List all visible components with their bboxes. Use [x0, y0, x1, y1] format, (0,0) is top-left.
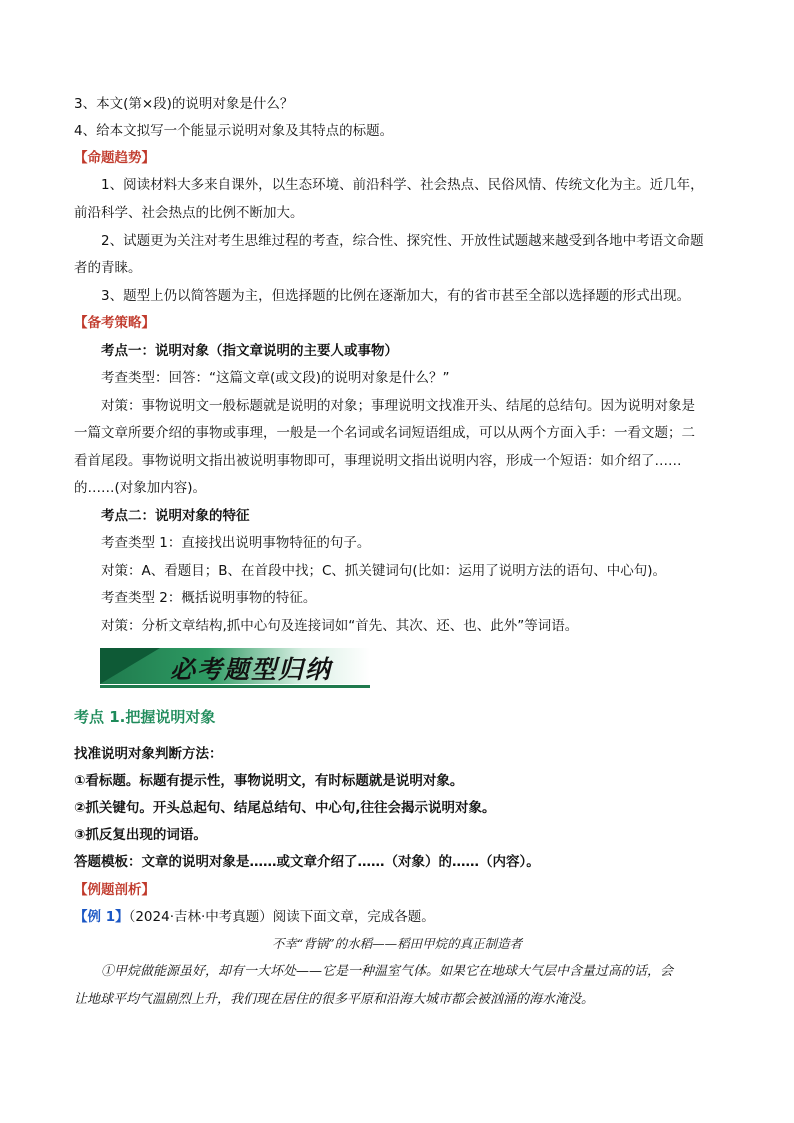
- section-banner: [100, 648, 370, 688]
- method-1: ①看标题。标题有提示性，事物说明文，有时标题就是说明对象。: [74, 773, 464, 789]
- point-2-title: 考点二：说明对象的特征: [101, 508, 250, 524]
- point-1-type: 考查类型：回答：“这篇文章(或文段)的说明对象是什么？”: [101, 370, 450, 386]
- point-1-tactic-cont-2: 看首尾段。事物说明文指出被说明事物即可，事理说明文指出说明内容，形成一个短语：如介绍了……: [74, 453, 682, 469]
- point-2-type-1: 考查类型 1：直接找出说明事物特征的句子。: [101, 535, 371, 551]
- question-3: 3、本文(第×段)的说明对象是什么？: [74, 96, 294, 112]
- point-1-tactic-cont-1: 一篇文章所要介绍的事物或事理，一般是一个名词或名词短语组成，可以从两个方面入手：一看文题；二: [74, 425, 695, 441]
- banner-title: 必考题型归纳: [170, 655, 333, 684]
- point-2-tactic-1: 对策：A、看题目；B、在首段中找；C、抓关键词句(比如：运用了说明方法的语句、中心句)。: [101, 563, 666, 579]
- example-heading: 【例题剖析】: [74, 882, 155, 898]
- point-1-tactic-cont-3: 的……(对象加内容)。: [74, 480, 207, 496]
- answer-template: 答题模板：文章的说明对象是……或文章介绍了……（对象）的……（内容）。: [74, 854, 540, 870]
- example-1-source: （2024·吉林·中考真题）阅读下面文章，完成各题。: [128, 909, 435, 925]
- trend-heading: 【命题趋势】: [74, 150, 155, 166]
- banner-triangle-decoration: [100, 648, 160, 684]
- trend-paragraph-2-cont: 者的青睐。: [74, 260, 142, 276]
- trend-paragraph-3: 3、题型上仍以简答题为主，但选择题的比例在逐渐加大，有的省市甚至全部以选择题的形式出现。: [101, 288, 691, 304]
- question-4: 4、给本文拟写一个能显示说明对象及其特点的标题。: [74, 123, 394, 139]
- article-title: 不幸“背锅”的水稻——稻田甲烷的真正制造者: [271, 936, 523, 951]
- strategy-heading: 【备考策略】: [74, 315, 155, 331]
- article-paragraph-1-cont: 让地球平均气温剧烈上升，我们现在居住的很多平原和沿海大城市都会被汹涌的海水淹没。: [74, 992, 595, 1007]
- trend-paragraph-1: 1、阅读材料大多来自课外，以生态环境、前沿科学、社会热点、民俗风情、传统文化为主。近几年，: [101, 177, 704, 193]
- point-2-type-2: 考查类型 2：概括说明事物的特征。: [101, 590, 317, 606]
- example-1-line: [74, 907, 730, 927]
- method-2: ②抓关键句。开头总起句、结尾总结句、中心句,往往会揭示说明对象。: [74, 800, 496, 816]
- point-1-tactic: 对策：事物说明文一般标题就是说明的对象；事理说明文找准开头、结尾的总结句。因为说明对象是: [101, 398, 695, 414]
- trend-paragraph-2: 2、试题更为关注对考生思维过程的考查，综合性、探究性、开放性试题越来越受到各地中考语文命题: [101, 233, 704, 249]
- point-2-tactic-2: 对策：分析文章结构,抓中心句及连接词如“首先、其次、还、也、此外”等词语。: [101, 618, 579, 634]
- method-3: ③抓反复出现的词语。: [74, 827, 207, 843]
- trend-paragraph-1-cont: 前沿科学、社会热点的比例不断加大。: [74, 205, 304, 221]
- example-1-tag: 【例 1】: [74, 909, 129, 925]
- point-1-title: 考点一：说明对象（指文章说明的主要人或事物）: [101, 343, 398, 359]
- article-paragraph-1: ①甲烷做能源虽好，却有一大坏处——它是一种温室气体。如果它在地球大气层中含量过高的话，会: [101, 964, 674, 979]
- section-1-title: 考点 1.把握说明对象: [74, 708, 216, 726]
- method-heading: 找准说明对象判断方法：: [74, 746, 223, 762]
